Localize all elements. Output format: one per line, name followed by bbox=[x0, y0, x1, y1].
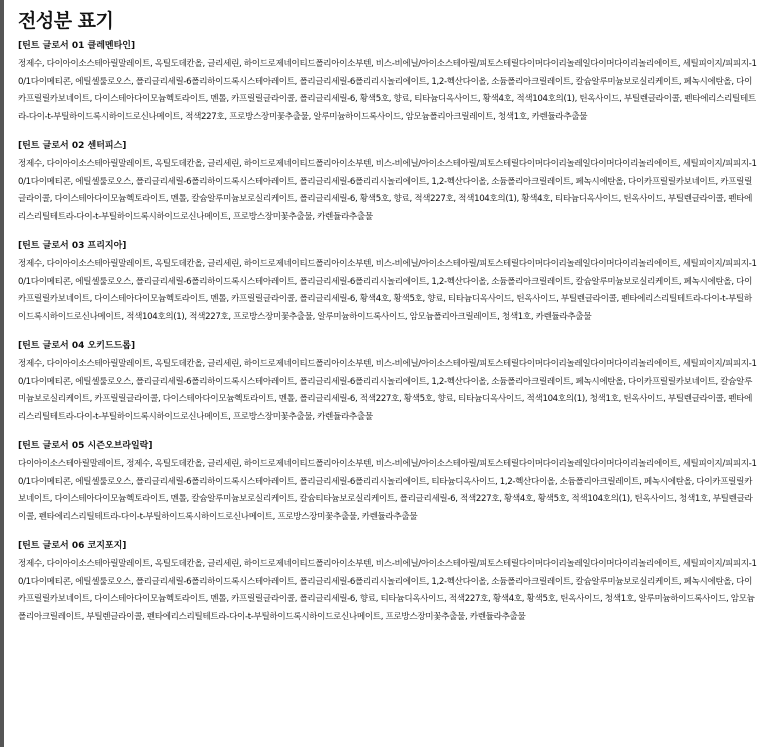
section-04 bbox=[18, 339, 758, 426]
section-title: [틴트 글로서 02 센터피스] bbox=[18, 141, 127, 151]
ingredient-list: 정제수, 다이아이소스테아릴말레이트, 옥틸도데칸올, 글리세린, 하이드로제네이티드폴리아이소부텐, 비스-비에닐/아이소스테아릴/피토스테릴다이머다이리놀레일다이머다이리놀리에이트, 세틸피이지/피피지-10/1다이메티콘, 에틸셀룰로오스, 폴리글리세릴-6폴리하이드록시스테아레이트, 폴리글리세릴-6폴리리시놀리에이트, 1,2-헥산다이올, 소듐폴리아크릴레이트, 칼슘알루미늄보로실리케이트, 페녹시에탄올, 다이카프릴릴카보네이트, 다이스테아다이모늄헥토라이트, 멘톨, 카프릴릴글라이콜, 폴리글리세릴-6, 향료, 티타늄디옥사이드, 적색227호, 황색4호, 황색5호, 틴옥사이드, 청색1호, 알루미늄하이드록사이드, 암모늄폴리아크릴레이트, 부틸렌글라이콜, 펜타에리스리틸테트라-다이-t-부틸하이드록시하이드로신나메이트, 프로방스장미꽃추출물, 카렌듈라추출물 bbox=[18, 559, 757, 622]
section-02 bbox=[18, 139, 758, 226]
ingredient-list: 정제수, 다이아이소스테아릴말레이트, 옥틸도데칸올, 글리세린, 하이드로제네이티드폴리아이소부텐, 비스-비에닐/아이소스테아릴/피토스테릴다이머다이리놀레일다이머다이리놀리에이트, 세틸피이지/피피지-10/1다이메티콘, 에틸셀룰로오스, 폴리글리세릴-6폴리하이드록시스테아레이트, 폴리글리세릴-6폴리리시놀리에이트, 1,2-헥산다이올, 소듐폴리아크릴레이트, 페녹시에탄올, 다이카프릴릴카보네이트, 카프릴릴글라이콜, 다이스테아다이모늄헥토라이트, 멘톨, 칼슘알루미늄보로실리케이트, 폴리글리세릴-6, 황색5호, 향료, 적색227호, 적색104호의(1), 황색4호, 티타늄디옥사이드, 틴옥사이드, 부틸렌글라이콜, 펜타에리스리틸테트라-다이-t-부틸하이드록시하이드로신나메이트, 프로방스장미꽃추출물, 카렌듈라추출물 bbox=[18, 159, 757, 222]
ingredient-list: 정제수, 다이아이소스테아릴말레이트, 옥틸도데칸올, 글리세린, 하이드로제네이티드폴리아이소부텐, 비스-비에닐/아이소스테아릴/피토스테릴다이머다이리놀레일다이머다이리놀리에이트, 세틸피이지/피피지-10/1다이메티콘, 에틸셀룰로오스, 폴리글리세릴-6폴리하이드록시스테아레이트, 폴리글리세릴-6폴리리시놀리에이트, 1,2-헥산다이올, 소듐폴리아크릴레이트, 페녹시에탄올, 다이카프릴릴카보네이트, 칼슘알루미늄보로실리케이트, 카프릴릴글라이콜, 다이스테아다이모늄헥토라이트, 멘톨, 폴리글리세릴-6, 적색227호, 황색5호, 향료, 티타늄디옥사이드, 적색104호의(1), 청색1호, 틴옥사이드, 부틸렌글라이콜, 펜타에리스리틸테트라-다이-t-부틸하이드록시하이드로신나메이트, 프로방스장미꽃추출물, 카렌듈라추출물 bbox=[18, 359, 757, 422]
ingredient-list: 정제수, 다이아이소스테아릴말레이트, 옥틸도데칸올, 글리세린, 하이드로제네이티드폴리아이소부텐, 비스-비에닐/아이소스테아릴/피토스테릴다이머다이리놀레일다이머다이리놀리에이트, 세틸피이지/피피지-10/1다이메티콘, 에틸셀룰로오스, 폴리글리세릴-6폴리하이드록시스테아레이트, 폴리글리세릴-6폴리리시놀리에이트, 1,2-헥산다이올, 소듐폴리아크릴레이트, 칼슘알루미늄보로실리케이트, 페녹시에탄올, 다이카프릴릴카보네이트, 다이스테아다이모늄헥토라이트, 멘톨, 카프릴릴글라이콜, 폴리글리세릴-6, 황색4호, 황색5호, 향료, 티타늄디옥사이드, 틴옥사이드, 부틸렌글라이콜, 펜타에리스리틸테트라-다이-t-부틸하이드록시하이드로신나메이트, 적색104호의(1), 적색227호, 프로방스장미꽃추출물, 알루미늄하이드록사이드, 암모늄폴리아크릴레이트, 청색1호, 카렌듈라추출물 bbox=[18, 259, 757, 322]
section-06 bbox=[18, 539, 758, 626]
section-title: [틴트 글로서 06 코지포지] bbox=[18, 541, 127, 551]
section-title: [틴트 글로서 04 오키드드롭] bbox=[18, 341, 136, 351]
section-05 bbox=[18, 439, 758, 526]
ingredient-list: 정제수, 다이아이소스테아릴말레이트, 옥틸도데칸올, 글리세린, 하이드로제네이티드폴리아이소부텐, 비스-비에닐/아이소스테아릴/피토스테릴다이머다이리놀레일다이머다이리놀리에이트, 세틸피이지/피피지-10/1다이메티콘, 에틸셀룰로오스, 폴리글리세릴-6폴리하이드록시스테아레이트, 폴리글리세릴-6폴리리시놀리에이트, 1,2-헥산다이올, 소듐폴리아크릴레이트, 칼슘알루미늄보로실리케이트, 페녹시에탄올, 다이카프릴릴카보네이트, 다이스테아다이모늄헥토라이트, 멘톨, 카프릴릴글라이콜, 폴리글리세릴-6, 황색5호, 향료, 티타늄디옥사이드, 황색4호, 적색104호의(1), 틴옥사이드, 부틸렌글라이콜, 펜타에리스리틸테트라-다이-t-부틸하이드록시하이드로신나메이트, 적색227호, 프로방스장미꽃추출물, 알루미늄하이드록사이드, 암모늄폴리아크릴레이트, 청색1호, 카렌듈라추출물 bbox=[18, 59, 757, 122]
ingredient-list: 다이아이소스테아릴말레이트, 정제수, 옥틸도데칸올, 글리세린, 하이드로제네이티드폴리아이소부텐, 비스-비에닐/아이소스테아릴/피토스테릴다이머다이리놀레일다이머다이리놀리에이트, 세틸피이지/피피지-10/1다이메티콘, 에틸셀룰로오스, 폴리글리세릴-6폴리하이드록시스테아레이트, 폴리글리세릴-6폴리리시놀리에이트, 티타늄디옥사이드, 1,2-헥산다이올, 소듐폴리아크릴레이트, 페녹시에탄올, 다이카프릴릴카보네이트, 다이스테아다이모늄헥토라이트, 멘톨, 칼슘알루미늄보로실리케이트, 칼슘티타늄보로실리케이트, 폴리글리세릴-6, 적색227호, 황색4호, 황색5호, 적색104호의(1), 틴옥사이드, 청색1호, 부틸렌글라이콜, 펜타에리스리틸테트라-다이-t-부틸하이드록시하이드로신나메이트, 프로방스장미꽃추출물, 카렌듈라추출물 bbox=[18, 459, 757, 522]
section-03 bbox=[18, 239, 758, 326]
page-title: 전성분 표기 bbox=[18, 10, 114, 32]
section-title: [틴트 글로서 01 클레멘타인] bbox=[18, 41, 136, 51]
section-title: [틴트 글로서 05 시즌오브라일락] bbox=[18, 441, 153, 451]
section-title: [틴트 글로서 03 프리지아] bbox=[18, 241, 127, 251]
section-01 bbox=[18, 39, 758, 126]
left-border-bar bbox=[0, 0, 4, 747]
ingredients-content bbox=[18, 6, 758, 639]
